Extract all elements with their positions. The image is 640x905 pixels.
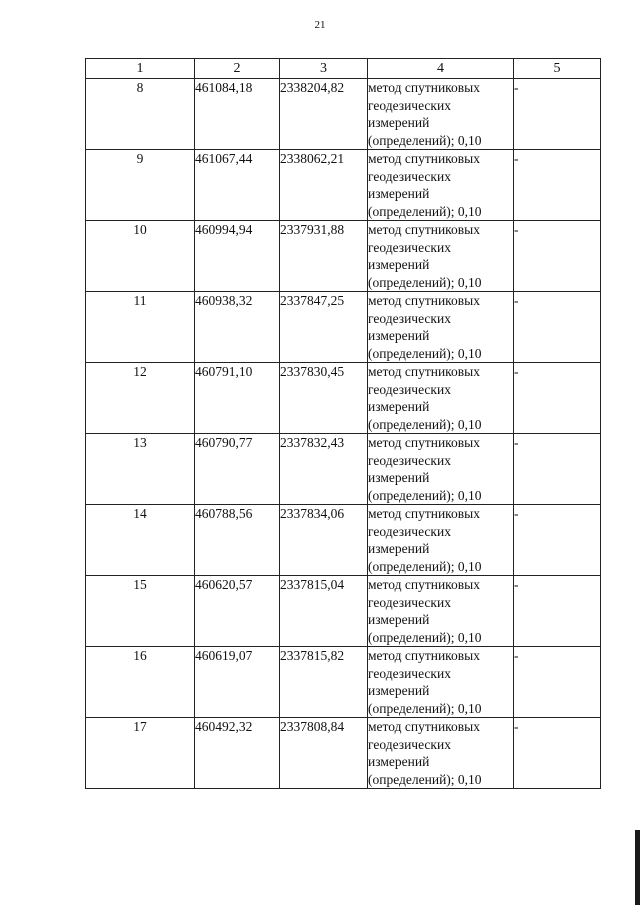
- table-row: [86, 718, 601, 789]
- y-coordinate-cell: 2337847,25: [280, 292, 368, 363]
- page-number: 21: [314, 19, 326, 31]
- table-row: [86, 576, 601, 647]
- note-cell: -: [514, 363, 601, 434]
- method-text-line: геодезических: [368, 97, 451, 113]
- method-text-line: (определений); 0,10: [368, 345, 482, 361]
- x-coordinate-cell: 460938,32: [195, 292, 280, 363]
- method-text-line: метод спутниковых: [368, 222, 480, 237]
- method-cell: [368, 79, 514, 150]
- y-coordinate-cell: 2337931,88: [280, 221, 368, 292]
- method-text-line: (определений); 0,10: [368, 203, 482, 219]
- method-text-line: измерений: [368, 257, 430, 272]
- note-cell: -: [514, 647, 601, 718]
- table-row: [86, 647, 601, 718]
- method-text-line: геодезических: [368, 523, 451, 539]
- y-coordinate-cell: 2337808,84: [280, 718, 368, 789]
- point-number-cell: 17: [86, 718, 195, 789]
- x-coordinate-cell: 461084,18: [195, 79, 280, 150]
- y-coordinate-cell: 2337834,06: [280, 505, 368, 576]
- x-coordinate-cell: 460620,57: [195, 576, 280, 647]
- x-coordinate-cell: 460619,07: [195, 647, 280, 718]
- method-text-line: измерений: [368, 186, 430, 201]
- method-text-line: метод спутниковых: [368, 719, 480, 734]
- table-row: [86, 292, 601, 363]
- method-text-line: (определений); 0,10: [368, 771, 482, 787]
- point-number-cell: 10: [86, 221, 195, 292]
- method-text-line: измерений: [368, 115, 430, 130]
- method-text-line: геодезических: [368, 594, 451, 610]
- method-text-line: (определений); 0,10: [368, 700, 482, 716]
- method-text-line: измерений: [368, 399, 430, 414]
- method-text-line: геодезических: [368, 665, 451, 681]
- column-header-2: 2: [195, 59, 280, 79]
- method-text-line: геодезических: [368, 736, 451, 752]
- method-text-line: геодезических: [368, 239, 451, 255]
- x-coordinate-cell: 461067,44: [195, 150, 280, 221]
- point-number-cell: 9: [86, 150, 195, 221]
- method-text-line: геодезических: [368, 310, 451, 326]
- method-text-line: измерений: [368, 328, 430, 343]
- method-text-line: метод спутниковых: [368, 435, 480, 450]
- method-cell: [368, 221, 514, 292]
- column-header-4: 4: [368, 59, 514, 79]
- x-coordinate-cell: 460788,56: [195, 505, 280, 576]
- method-text-line: измерений: [368, 683, 430, 698]
- method-cell: [368, 647, 514, 718]
- note-cell: -: [514, 718, 601, 789]
- method-text-line: измерений: [368, 612, 430, 627]
- table-header-row: [86, 59, 601, 79]
- table-row: [86, 79, 601, 150]
- method-text-line: (определений); 0,10: [368, 416, 482, 432]
- y-coordinate-cell: 2337832,43: [280, 434, 368, 505]
- method-cell: [368, 718, 514, 789]
- y-coordinate-cell: 2337815,82: [280, 647, 368, 718]
- y-coordinate-cell: 2337830,45: [280, 363, 368, 434]
- column-header-5: 5: [514, 59, 601, 79]
- method-text-line: метод спутниковых: [368, 364, 480, 379]
- method-text-line: метод спутниковых: [368, 293, 480, 308]
- method-text-line: измерений: [368, 541, 430, 556]
- note-cell: -: [514, 79, 601, 150]
- y-coordinate-cell: 2338204,82: [280, 79, 368, 150]
- point-number-cell: 8: [86, 79, 195, 150]
- method-text-line: метод спутниковых: [368, 80, 480, 95]
- x-coordinate-cell: 460791,10: [195, 363, 280, 434]
- scan-edge-mark: [635, 830, 640, 905]
- method-text-line: (определений); 0,10: [368, 629, 482, 645]
- point-number-cell: 15: [86, 576, 195, 647]
- y-coordinate-cell: 2337815,04: [280, 576, 368, 647]
- method-text-line: измерений: [368, 470, 430, 485]
- table-row: [86, 221, 601, 292]
- method-cell: [368, 576, 514, 647]
- method-text-line: геодезических: [368, 168, 451, 184]
- note-cell: -: [514, 292, 601, 363]
- note-cell: -: [514, 150, 601, 221]
- coordinates-table: [85, 58, 601, 789]
- method-text-line: геодезических: [368, 381, 451, 397]
- x-coordinate-cell: 460790,77: [195, 434, 280, 505]
- y-coordinate-cell: 2338062,21: [280, 150, 368, 221]
- point-number-cell: 16: [86, 647, 195, 718]
- method-text-line: (определений); 0,10: [368, 274, 482, 290]
- x-coordinate-cell: 460492,32: [195, 718, 280, 789]
- method-text-line: метод спутниковых: [368, 506, 480, 521]
- method-text-line: измерений: [368, 754, 430, 769]
- method-text-line: метод спутниковых: [368, 577, 480, 592]
- point-number-cell: 12: [86, 363, 195, 434]
- note-cell: -: [514, 221, 601, 292]
- table-row: [86, 505, 601, 576]
- method-text-line: (определений); 0,10: [368, 558, 482, 574]
- x-coordinate-cell: 460994,94: [195, 221, 280, 292]
- method-text-line: метод спутниковых: [368, 648, 480, 663]
- method-text-line: геодезических: [368, 452, 451, 468]
- column-header-1: 1: [86, 59, 195, 79]
- column-header-3: 3: [280, 59, 368, 79]
- method-text-line: метод спутниковых: [368, 151, 480, 166]
- point-number-cell: 14: [86, 505, 195, 576]
- table-body: [86, 79, 601, 789]
- note-cell: -: [514, 576, 601, 647]
- method-cell: [368, 150, 514, 221]
- note-cell: -: [514, 505, 601, 576]
- method-cell: [368, 292, 514, 363]
- note-cell: -: [514, 434, 601, 505]
- method-cell: [368, 434, 514, 505]
- table-row: [86, 434, 601, 505]
- point-number-cell: 13: [86, 434, 195, 505]
- method-text-line: (определений); 0,10: [368, 132, 482, 148]
- point-number-cell: 11: [86, 292, 195, 363]
- table-row: [86, 363, 601, 434]
- method-cell: [368, 363, 514, 434]
- method-cell: [368, 505, 514, 576]
- method-text-line: (определений); 0,10: [368, 487, 482, 503]
- table-row: [86, 150, 601, 221]
